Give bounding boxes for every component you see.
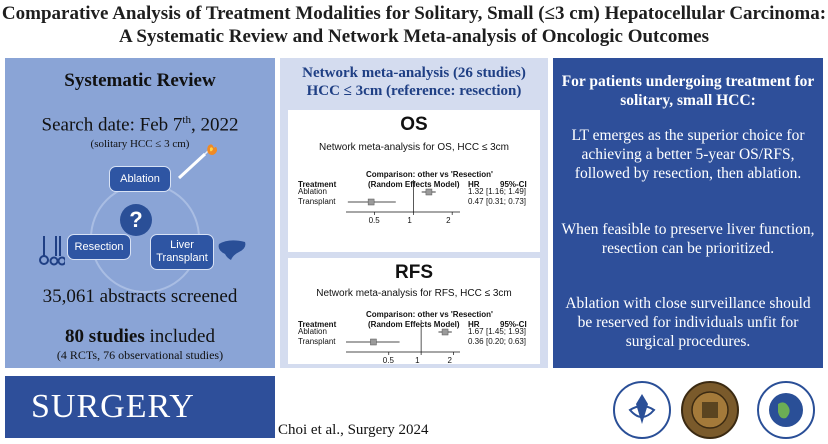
title-line-1: Comparative Analysis of Treatment Modalities for Solitary, Small (≤3 cm) Hepatocellular Carcinoma: — [1, 3, 827, 24]
conclusions-panel — [553, 58, 823, 368]
society-seal-3-icon — [756, 380, 816, 440]
page-title — [0, 2, 828, 48]
society-seal-1-icon — [612, 380, 672, 440]
forest-row-label: Transplant — [298, 197, 336, 206]
forest-row-ci: [0.31; 0.73] — [486, 197, 527, 206]
liver-transplant-box: Liver Transplant — [150, 234, 214, 270]
forest-col-treatment: Treatment — [298, 320, 337, 329]
forest-col-ci: 95%-CI — [500, 320, 527, 329]
forest-subtitle: Network meta-analysis for RFS, HCC ≤ 3cm — [316, 288, 512, 299]
hr-point — [368, 199, 374, 205]
title-line-2: A Systematic Review and Network Meta-analysis of Oncologic Outcomes — [119, 26, 709, 47]
question-icon: ? — [120, 204, 152, 236]
abstracts-screened: 35,061 abstracts screened — [42, 286, 238, 307]
forest-row-label: Ablation — [298, 187, 327, 196]
hr-point — [442, 329, 448, 335]
resection-box: Resection — [67, 234, 131, 260]
os-forest-plot — [288, 110, 540, 252]
hr-point — [370, 339, 376, 345]
forest-title: RFS — [395, 262, 433, 283]
forest-row-ci: [1.45; 1.93] — [486, 327, 527, 336]
forest-col-treatment: Treatment — [298, 180, 337, 189]
conclusion-resection: When feasible to preserve liver function, resection can be prioritized. — [561, 221, 815, 257]
ablation-box: Ablation — [109, 166, 171, 192]
forest-row-hr: 1.67 — [468, 327, 484, 336]
conclusion-lt: LT emerges as the superior choice for achieving a better 5-year OS/RFS, followed by resection, then ablation. — [571, 127, 805, 182]
forest-model: (Random Effects Model) — [368, 320, 460, 329]
systematic-review-panel — [5, 58, 275, 368]
forest-svg — [288, 258, 540, 364]
search-date: Search date: Feb 7th, 2022 — [41, 114, 239, 136]
forest-row-ci: [1.16; 1.49] — [486, 187, 527, 196]
forest-row-hr: 1.32 — [468, 187, 484, 196]
forest-row-hr: 0.47 — [468, 197, 484, 206]
forest-col-hr: HR — [468, 180, 480, 189]
ablation-needle-icon — [175, 142, 219, 182]
forest-row-hr: 0.36 — [468, 337, 484, 346]
forest-model: (Random Effects Model) — [368, 180, 460, 189]
hr-point — [426, 189, 432, 195]
studies-included: 80 studies included — [65, 326, 215, 347]
forest-comparison: Comparison: other vs 'Resection' — [366, 170, 493, 179]
rfs-forest-plot — [288, 258, 540, 364]
forest-title: OS — [400, 114, 428, 135]
study-breakdown: (4 RCTs, 76 observational studies) — [56, 348, 224, 362]
x-tick-label: 2 — [446, 216, 451, 225]
x-tick-label: 0.5 — [382, 356, 394, 365]
forest-row-ci: [0.20; 0.63] — [486, 337, 527, 346]
forest-subtitle: Network meta-analysis for OS, HCC ≤ 3cm — [319, 142, 509, 153]
citation: Choi et al., Surgery 2024 — [278, 422, 429, 438]
conclusion-ablation: Ablation with close surveillance should be reserved for individuals unfit for surgical procedures. — [565, 295, 811, 350]
forest-row-label: Transplant — [298, 337, 336, 346]
systematic-review-heading: Systematic Review — [64, 70, 216, 91]
forest-row-label: Ablation — [298, 327, 327, 336]
x-tick-label: 1 — [407, 216, 412, 225]
surgical-instruments-icon — [39, 234, 65, 268]
conclusions-heading: For patients undergoing treatment for solitary, small HCC: — [561, 73, 815, 109]
x-tick-label: 1 — [415, 356, 420, 365]
x-tick-label: 2 — [447, 356, 452, 365]
network-meta-analysis-panel — [280, 58, 548, 368]
nma-heading: Network meta-analysis (26 studies) HCC ≤ 3cm (reference: resection) — [302, 65, 526, 99]
x-tick-label: 0.5 — [368, 216, 380, 225]
inclusion-criteria: (solitary HCC ≤ 3 cm) — [90, 138, 190, 150]
forest-col-hr: HR — [468, 320, 480, 329]
forest-col-ci: 95%-CI — [500, 180, 527, 189]
society-seal-2-icon — [680, 380, 740, 440]
journal-banner: SURGERY — [5, 376, 275, 438]
forest-svg — [288, 110, 540, 252]
liver-icon — [217, 238, 247, 262]
forest-comparison: Comparison: other vs 'Resection' — [366, 310, 493, 319]
